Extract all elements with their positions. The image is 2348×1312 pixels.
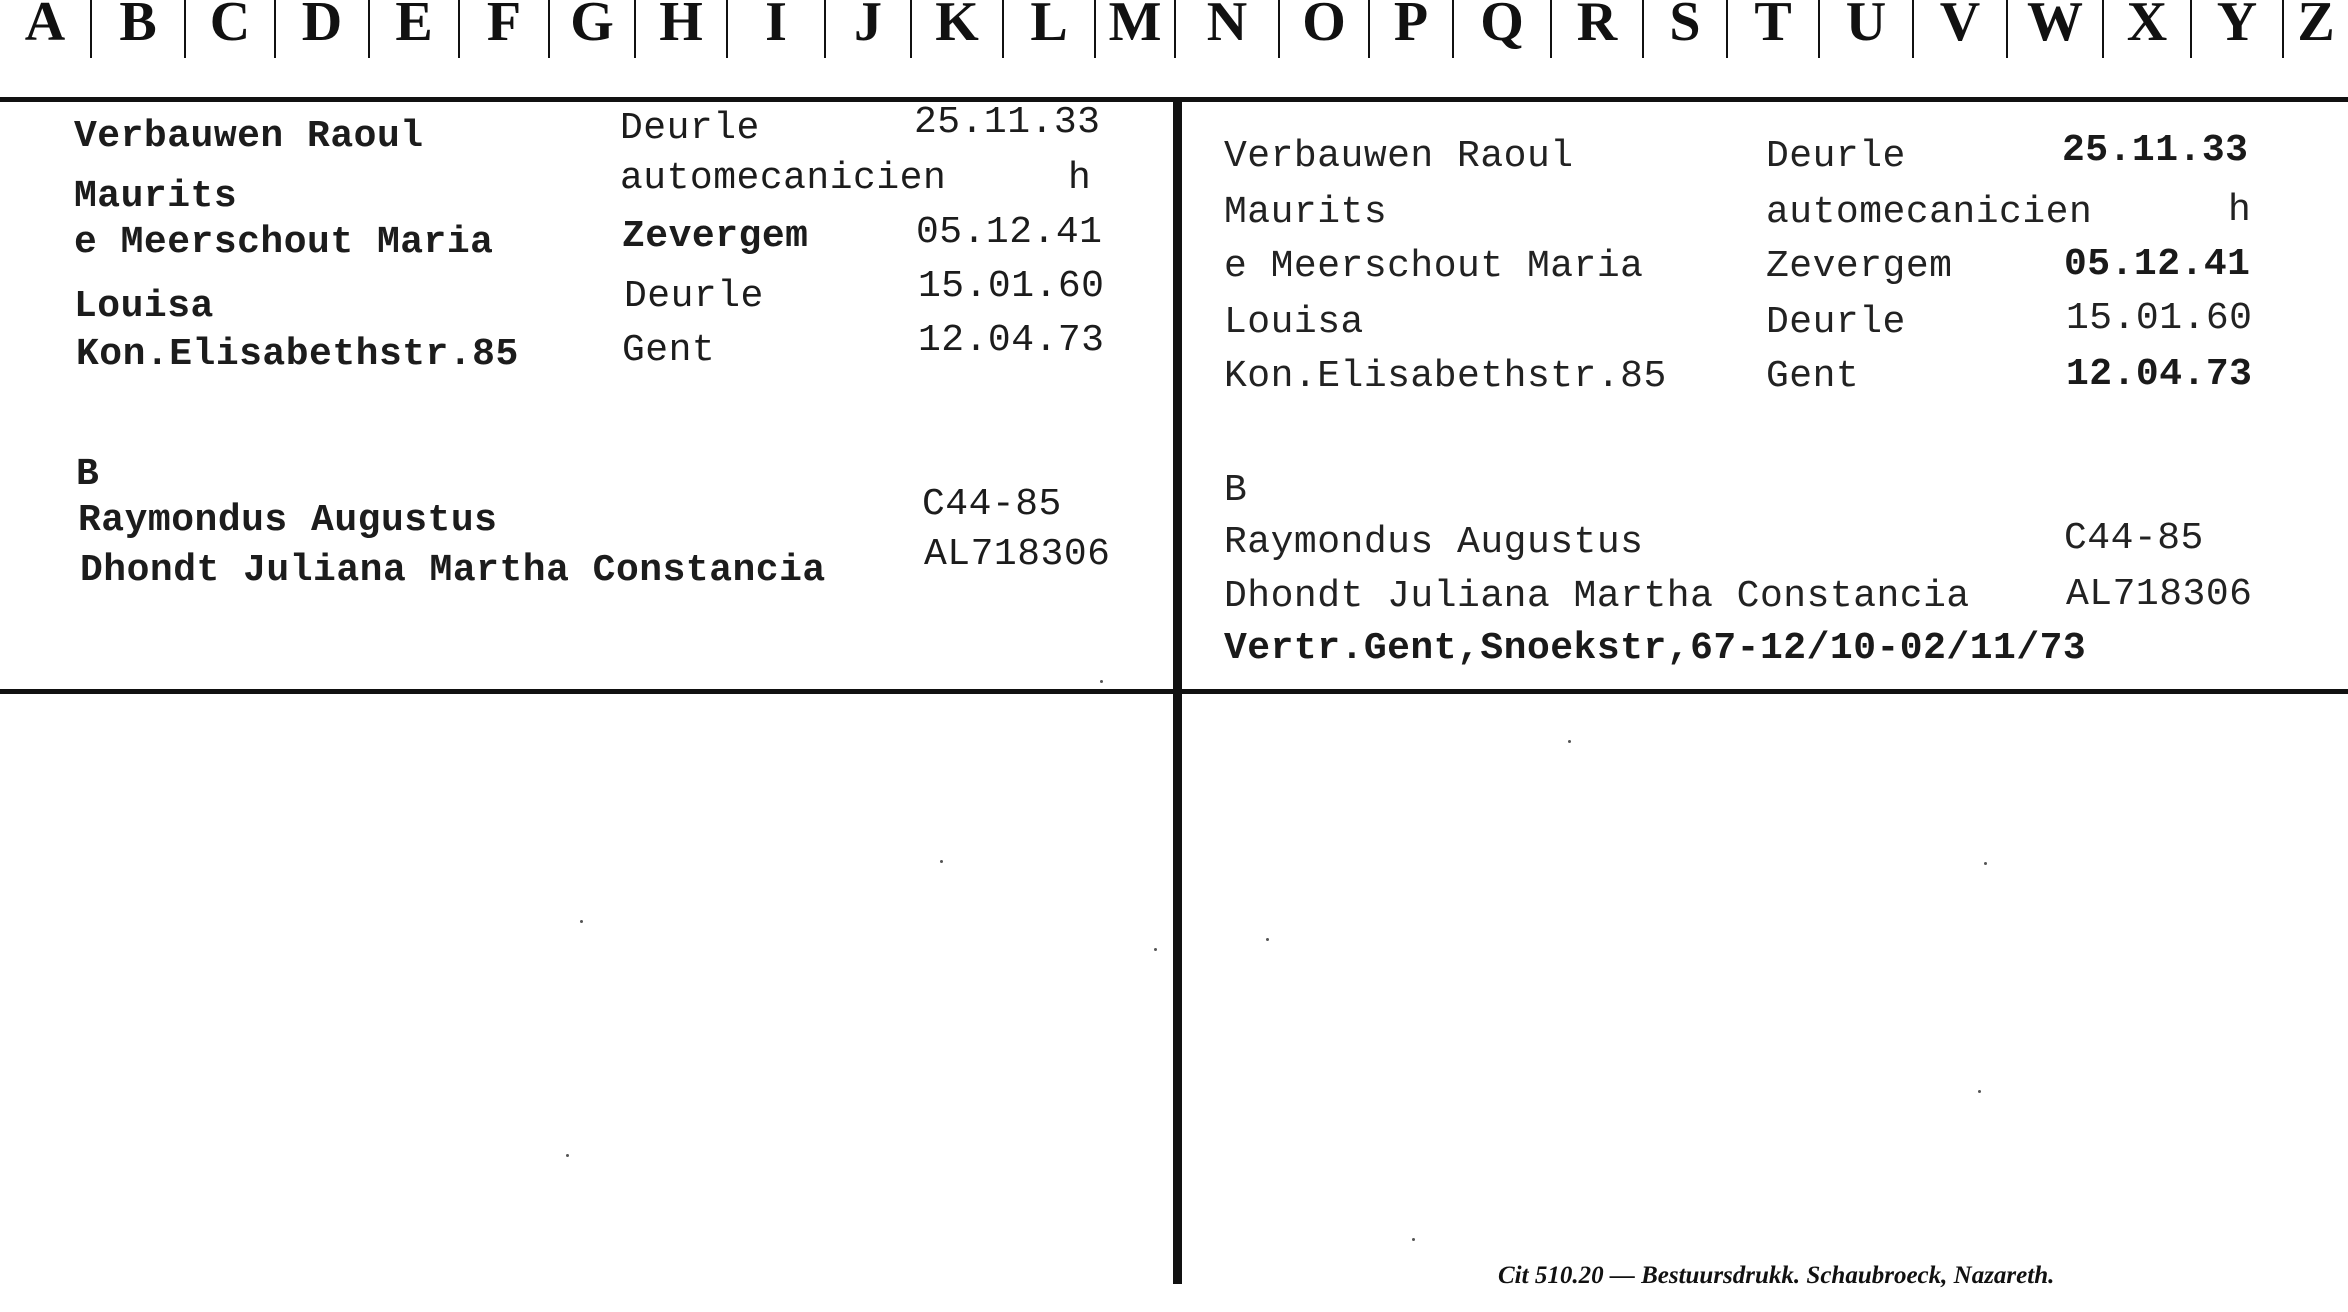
mother-names: Dhondt Juliana Martha Constancia <box>1224 575 1970 618</box>
reference-number: AL718306 <box>924 533 1111 576</box>
index-letter-u: U <box>1820 0 1914 58</box>
category-letter: B <box>1224 469 1248 512</box>
index-letter-w: W <box>2008 0 2104 58</box>
date-4: 12.04.73 <box>2066 353 2253 396</box>
name-line-2: Maurits <box>1224 191 1388 234</box>
index-letter-s: S <box>1644 0 1728 58</box>
spouse-line-2: Louisa <box>74 285 214 328</box>
index-card-right <box>1182 100 2348 690</box>
scan-speck <box>1568 740 1571 743</box>
scan-speck <box>940 860 943 863</box>
date-3: 15.01.60 <box>2066 297 2253 340</box>
address: Kon.Elisabethstr.85 <box>1224 355 1667 398</box>
name-line-1: Verbauwen Raoul <box>74 115 424 158</box>
scan-speck <box>1984 862 1987 865</box>
index-letter-z: Z <box>2297 0 2335 53</box>
birth-date: 25.11.33 <box>2062 129 2249 172</box>
center-divider <box>1173 99 1182 1284</box>
scan-speck <box>566 1154 569 1157</box>
index-letter-q: Q <box>1454 0 1552 58</box>
spouse-line-1: e Meerschout Maria <box>1224 245 1644 288</box>
index-letter-r: R <box>1552 0 1644 58</box>
reference-code: C44-85 <box>2064 517 2204 560</box>
occupation: automecanicien <box>1766 191 2093 234</box>
reference-number: AL718306 <box>2066 573 2253 616</box>
index-letter-c: C <box>186 0 276 58</box>
scan-speck <box>580 920 583 923</box>
index-letter-y: Y <box>2192 0 2284 58</box>
scan-speck <box>1978 1090 1981 1093</box>
occupation: automecanicien <box>620 157 947 200</box>
index-letter-h: H <box>636 0 728 58</box>
marriage-place: Zevergem <box>622 215 809 258</box>
residence-place: Deurle <box>1766 301 1906 344</box>
spouse-line-2: Louisa <box>1224 301 1364 344</box>
index-letter-f: F <box>460 0 550 58</box>
city: Gent <box>622 329 716 372</box>
birth-place: Deurle <box>1766 135 1906 178</box>
residence-place: Deurle <box>624 275 764 318</box>
gender: h <box>2228 189 2252 232</box>
index-letter-i: I <box>728 0 826 58</box>
printer-imprint: Cit 510.20 — Bestuursdrukk. Schaubroeck, Nazareth. <box>1498 1262 2055 1289</box>
index-letter-p: P <box>1370 0 1454 58</box>
city: Gent <box>1766 355 1860 398</box>
index-letter-j: J <box>826 0 912 58</box>
index-letter-g: G <box>550 0 636 58</box>
index-letter-x: X <box>2104 0 2192 58</box>
index-letter-o: O <box>1280 0 1370 58</box>
birth-date: 25.11.33 <box>914 101 1101 144</box>
departure-note: Vertr.Gent,Snoekstr,67-12/10-02/11/73 <box>1224 627 2087 670</box>
scan-speck <box>1154 948 1157 951</box>
father-names: Raymondus Augustus <box>78 499 498 542</box>
index-letter-n: N <box>1176 0 1280 58</box>
index-letter-a: A <box>0 0 92 58</box>
index-letter-v: V <box>1914 0 2008 58</box>
index-letter-m: M <box>1096 0 1176 58</box>
gender: h <box>1068 157 1092 200</box>
reference-code: C44-85 <box>922 483 1062 526</box>
mother-names: Dhondt Juliana Martha Constancia <box>80 549 826 592</box>
birth-place: Deurle <box>620 107 760 150</box>
alphabet-index-strip <box>0 0 2348 96</box>
date-3: 15.01.60 <box>918 265 1105 308</box>
marriage-date: 05.12.41 <box>2064 243 2251 286</box>
scan-speck <box>1100 680 1103 683</box>
name-line-2: Maurits <box>74 175 238 218</box>
index-letter-b: B <box>92 0 186 58</box>
index-letter-l: L <box>1004 0 1096 58</box>
date-4: 12.04.73 <box>918 319 1105 362</box>
index-letter-d: D <box>276 0 370 58</box>
name-line-1: Verbauwen Raoul <box>1224 135 1574 178</box>
marriage-place: Zevergem <box>1766 245 1953 288</box>
father-names: Raymondus Augustus <box>1224 521 1644 564</box>
scan-speck <box>1412 1238 1415 1241</box>
address: Kon.Elisabethstr.85 <box>76 333 519 376</box>
index-letter-e: E <box>370 0 460 58</box>
category-letter: B <box>76 453 100 496</box>
index-letter-t: T <box>1728 0 1820 58</box>
index-card-left <box>0 100 1173 690</box>
marriage-date: 05.12.41 <box>916 211 1103 254</box>
index-letter-k: K <box>912 0 1004 58</box>
spouse-line-1: e Meerschout Maria <box>74 221 494 264</box>
scan-speck <box>1266 938 1269 941</box>
